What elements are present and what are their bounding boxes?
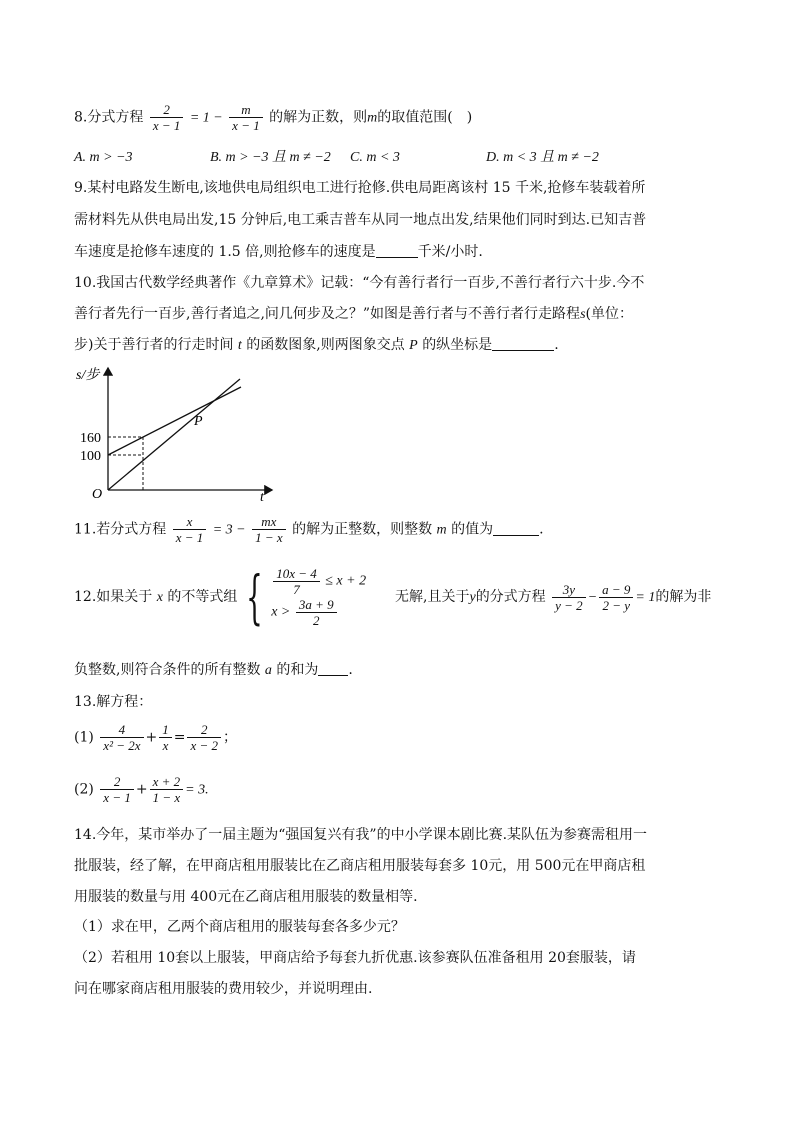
q14-line-3: 用服装的数量与用 400元在乙商店租用服装的数量相等.	[74, 889, 418, 905]
q13-p2-fraction-1: $\frac{2}{x - 1}$	[100, 774, 134, 805]
q11-suffix2: 的值为	[451, 521, 494, 538]
graph-origin: O	[92, 487, 103, 502]
q8-prefix: 8.分式方程	[74, 109, 144, 126]
q12-var-x: x	[156, 590, 163, 605]
q10-line-2	[74, 304, 633, 325]
q11-fraction-2: $\frac{mx}{1 - x}$	[252, 514, 286, 545]
q10-line-3-end: .	[554, 337, 559, 353]
q8-suffix: 的解为正数，则	[269, 109, 368, 126]
q8-option-c: C. m < 3	[350, 150, 400, 165]
q8-stem	[74, 102, 472, 133]
q13-p1-equals: =	[173, 729, 186, 746]
line-good-walker	[108, 379, 240, 490]
q10-line-2-end: (单位：	[585, 306, 633, 322]
q13-p1-end: ；	[223, 729, 238, 746]
q10-var-s: s	[580, 307, 586, 322]
q12-equals: = 1	[635, 590, 656, 605]
q14-line-2: 批服装，经了解，在甲商店租用服装比在乙商店租用服装每套多 10元，用 500元在甲商店租	[74, 858, 646, 874]
q11-stem	[74, 514, 544, 545]
q13-p1-fraction-1: $\frac{4}{\text{x² − 2x}}$	[100, 722, 143, 753]
q10-line-3-text: 步)关于善行者的行走时间	[74, 337, 234, 353]
graph-x-label: t	[260, 490, 264, 505]
q12-fraction-1: $\frac{3y}{y - 2}$	[552, 582, 586, 613]
q13-p1-plus: +	[145, 729, 158, 746]
q11-equals: = 3 −	[212, 522, 246, 538]
q13-p1-fraction-3: $\frac{2}{x - 2}$	[187, 722, 221, 753]
q11-end: .	[539, 521, 544, 538]
q9-line-1: 9.某村电路发生断电,该地供电局组织电工进行抢修.供电局距离该村 15 千米,抢修车装载着所	[74, 180, 646, 196]
q8-suffix2: 的取值范围(	[377, 109, 453, 126]
graph-point-p: P	[194, 414, 203, 429]
q12-brace: {	[245, 563, 263, 631]
q10-line-2-text: 善行者先行一百步,善行者追之,问几何步及之？”如图是善行者与不善行者行走路程	[74, 306, 581, 322]
q12-stem	[74, 563, 712, 631]
q8-option-d: D. m < 3 且 m ≠ −2	[486, 150, 599, 165]
q14-sub-3: 问在哪家商店租用服装的费用较少，并说明理由.	[74, 981, 373, 997]
q11-suffix: 的解为正整数，则整数	[292, 521, 433, 538]
q12-var-a: a	[264, 663, 272, 678]
q12-inequality-system: $\frac{10x - 4}{7}$ ≤ x + 2 x > $\frac{3a + 9}{2}$	[271, 566, 367, 628]
q11-var: m	[436, 522, 447, 538]
graph-y-label: s/步	[76, 368, 100, 383]
q14-line-1: 14.今年，某市举办了一届主题为“强国复兴有我”的中小学课本剧比赛.某队伍为参赛需租用一	[74, 827, 648, 843]
q8-close-paren: )	[466, 109, 473, 126]
q10-graph	[70, 362, 290, 507]
q12-mid2: 无解,且关于	[395, 589, 470, 605]
q8-var: m	[367, 110, 378, 126]
q10-answer-blank[interactable]	[492, 336, 554, 351]
line-slow-walker	[108, 387, 241, 455]
q12-fraction-2: $\frac{a - 9}{2 - y}$	[599, 582, 633, 613]
q12-prefix: 12.如果关于	[74, 589, 153, 605]
q8-options	[74, 148, 714, 168]
q12-var-y: y	[469, 590, 476, 605]
q8-option-a: A. m > −3	[74, 150, 133, 165]
q12-mid3: 的分式方程	[475, 589, 546, 605]
q13-part-2	[74, 774, 209, 805]
q10-var-t: t	[237, 338, 242, 353]
q13-p1-fraction-2: $\frac{1}{x}$	[159, 722, 172, 753]
q8-equals: = 1 −	[189, 110, 223, 126]
q10-line-3	[74, 335, 559, 356]
q11-answer-blank[interactable]	[493, 521, 539, 536]
graph-tick-100: 100	[80, 449, 101, 464]
q13-p2-plus: +	[135, 781, 148, 798]
q12-line-2-mid: 的和为	[276, 662, 319, 678]
q13-p2-fraction-2: $\frac{x + 2}{1 - x}$	[150, 774, 184, 805]
q9-line-3-end: 千米/小时.	[417, 244, 483, 260]
q13-p1-label: (1)	[74, 729, 94, 746]
q9-answer-blank[interactable]	[376, 243, 418, 258]
q12-end: .	[348, 662, 353, 678]
q13-p2-label: (2)	[74, 781, 94, 798]
q12-answer-blank[interactable]	[318, 661, 348, 676]
q10-line-1: 10.我国古代数学经典著作《九章算术》记载：“今有善行者行一百步,不善行者行六十步.今不	[74, 275, 645, 291]
q12-line-2-text: 负整数,则符合条件的所有整数	[74, 662, 261, 678]
q14-sub-1: （1）求在甲，乙两个商店租用的服装每套各多少元？	[74, 919, 405, 935]
q8-option-b: B. m > −3 且 m ≠ −2	[210, 150, 331, 165]
q12-suffix: 的解为非	[655, 589, 712, 605]
q12-line-2	[74, 660, 353, 681]
q9-line-3-text: 车速度是抢修车速度的 1.5 倍,则抢修车的速度是	[74, 244, 376, 260]
q12-mid1: 的不等式组	[167, 589, 238, 605]
q9-line-2: 需材料先从供电局出发,15 分钟后,电工乘吉普车从同一地点出发,结果他们同时到达.已知吉普	[74, 212, 647, 228]
q10-line-3-tail: 的纵坐标是	[422, 337, 493, 353]
q11-fraction-1: $\frac{x}{x - 1}$	[173, 514, 207, 545]
q12-minus: −	[587, 590, 598, 605]
q13-p2-end: = 3.	[185, 782, 209, 798]
q8-fraction-1: $\frac{2}{x - 1}$	[150, 102, 184, 133]
q13-title: 13.解方程：	[74, 694, 153, 710]
q9-line-3	[74, 242, 483, 262]
q11-prefix: 11.若分式方程	[74, 521, 167, 538]
graph-tick-160: 160	[80, 431, 101, 446]
q10-point-p: P	[409, 338, 418, 353]
q10-line-3-mid: 的函数图象,则两图象交点	[246, 337, 405, 353]
q14-sub-2: （2）若租用 10套以上服装，甲商店给予每套九折优惠.该参赛队伍准备租用 20套服装，请	[74, 950, 636, 966]
q8-fraction-2: $\frac{m}{x - 1}$	[229, 102, 263, 133]
q13-part-1	[74, 722, 237, 753]
